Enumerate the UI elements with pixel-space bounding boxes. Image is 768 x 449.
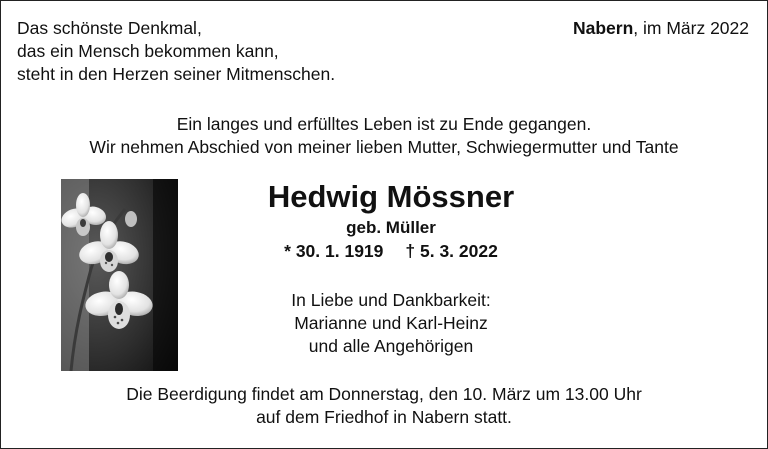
deceased-name: Hedwig Mössner — [267, 179, 515, 214]
deceased-info — [201, 177, 581, 263]
intro-text — [1, 113, 767, 159]
life-dates — [201, 239, 581, 263]
mourners — [201, 289, 581, 358]
funeral-line: Die Beerdigung findet am Donnerstag, den 10. März um 13.00 Uhr — [126, 384, 642, 404]
publication-date: , im März 2022 — [633, 18, 749, 38]
place-and-date — [573, 17, 749, 40]
funeral-notice — [1, 383, 767, 429]
mourners-line: In Liebe und Dankbarkeit: — [291, 290, 491, 310]
intro-line: Wir nehmen Abschied von meiner lieben Mutter, Schwiegermutter und Tante — [89, 137, 679, 157]
quote-line: Das schönste Denkmal, — [17, 18, 202, 38]
intro-line: Ein langes und erfülltes Leben ist zu Ende gegangen. — [176, 114, 592, 134]
funeral-line: auf dem Friedhof in Nabern statt. — [256, 407, 512, 427]
quote-line: steht in den Herzen seiner Mitmenschen. — [17, 64, 336, 84]
orchid-photo — [61, 179, 178, 371]
quote-line: das ein Mensch bekommen kann, — [17, 41, 279, 61]
orchid-flowers-icon — [61, 179, 178, 371]
death-date: † 5. 3. 2022 — [405, 241, 498, 261]
mourners-line: Marianne und Karl-Heinz — [294, 313, 488, 333]
mourners-line: und alle Angehörigen — [308, 336, 474, 356]
place-town: Nabern — [572, 18, 634, 38]
memorial-quote — [17, 17, 335, 86]
birth-date: * 30. 1. 1919 — [284, 241, 384, 261]
maiden-name: geb. Müller — [346, 218, 436, 237]
